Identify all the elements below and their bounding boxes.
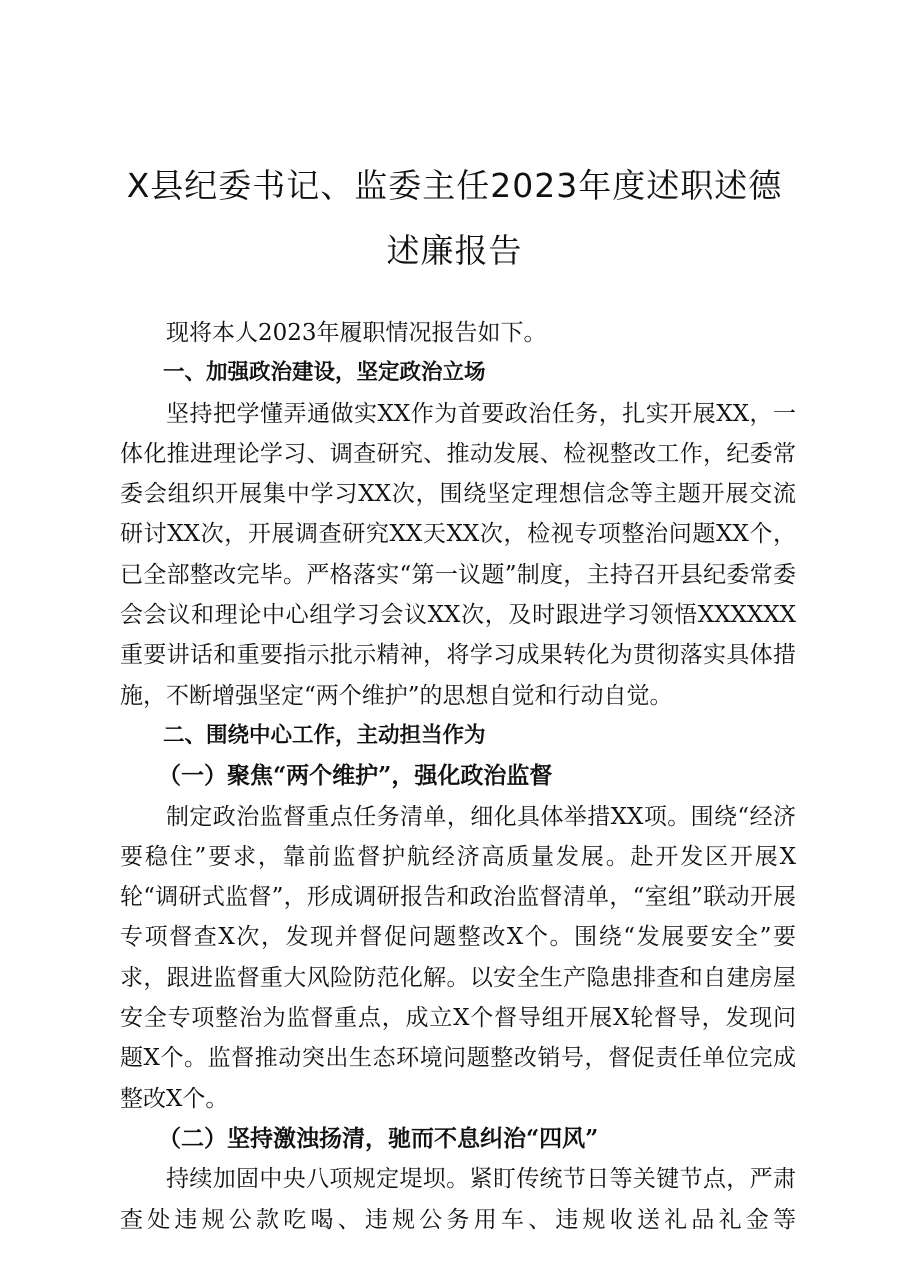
intro-paragraph: 现将本人2023年履职情况报告如下。 <box>166 320 547 346</box>
subsection-heading-1: （一）聚焦“两个维护”，强化政治监督 <box>157 762 553 790</box>
document-title-line-1: X县纪委书记、监委主任2023年度述职述德 <box>126 166 783 205</box>
body-paragraph: 持续加固中央八项规定堤坝。紧盯传统节日等关键节点，严肃查处违规公款吃喝、违规公务用车、违规收送礼品礼金等 <box>120 1166 796 1233</box>
subsection-heading-2: （二）坚持激浊扬清，驰而不息纠治“四风” <box>157 1124 599 1152</box>
section-heading-2: 二、围绕中心工作，主动担当作为 <box>163 722 486 748</box>
body-paragraph: 制定政治监督重点任务清单，细化具体举措XX项。围绕“经济要稳住”要求，靠前监督护航经济高质量发展。赴开发区开展X轮“调研式监督”，形成调研报告和政治监督清单，“室组”联动开展专项督查X次，发现并督促问题整改X个。围绕“发展要安全”要求，跟进监督重大风险防范化解。以安全生产隐患排查和自建房屋安全专项整治为监督重点，成立X个督导组开展X轮督导，发现问题X个。监督推动突出生态环境问题整改销号，督促责任单位完成整改X个。 <box>120 803 796 1112</box>
document-title-line-2: 述廉报告 <box>386 231 523 270</box>
document-body <box>120 313 796 1240</box>
body-paragraph: 坚持把学懂弄通做实XX作为首要政治任务，扎实开展XX，一体化推进理论学习、调查研究、推动发展、检视整改工作，纪委常委会组织开展集中学习XX次，围绕坚定理想信念等主题开展交流研讨XX次，开展调查研究XX天XX次，检视专项整治问题XX个，已全部整改完毕。严格落实“第一议题”制度，主持召开县纪委常委会会议和理论中心组学习会议XX次，及时跟进学习领悟XXXXXX重要讲话和重要指示批示精神，将学习成果转化为贯彻落实具体措施，不断增强坚定“两个维护”的思想自觉和行动自觉。 <box>120 400 796 709</box>
section-heading-1: 一、加强政治建设，坚定政治立场 <box>163 360 486 386</box>
